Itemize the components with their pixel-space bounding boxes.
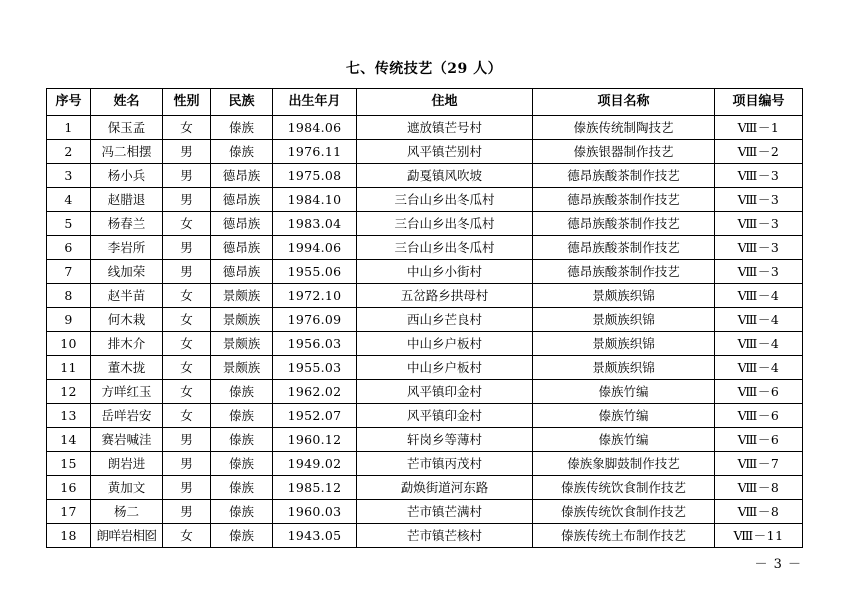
cell-code: Ⅷ－1 xyxy=(715,116,803,140)
cell-project: 德昂族酸茶制作技艺 xyxy=(533,212,715,236)
cell-ethnicity: 傣族 xyxy=(211,380,273,404)
cell-ethnicity: 傣族 xyxy=(211,452,273,476)
cell-project: 景颇族织锦 xyxy=(533,356,715,380)
cell-residence: 三台山乡出冬瓜村 xyxy=(357,236,533,260)
table-row xyxy=(47,308,803,332)
cell-index: 14 xyxy=(47,428,91,452)
cell-sex: 女 xyxy=(163,332,211,356)
cell-project: 傣族传统饮食制作技艺 xyxy=(533,500,715,524)
cell-code: Ⅷ－7 xyxy=(715,452,803,476)
cell-ethnicity: 德昂族 xyxy=(211,188,273,212)
cell-project: 傣族银器制作技艺 xyxy=(533,140,715,164)
column-header-ethnicity: 民族 xyxy=(211,89,273,116)
cell-ethnicity: 傣族 xyxy=(211,500,273,524)
cell-sex: 男 xyxy=(163,452,211,476)
cell-name: 李岩所 xyxy=(91,236,163,260)
cell-birth: 1976.11 xyxy=(273,140,357,164)
column-header-birth: 出生年月 xyxy=(273,89,357,116)
cell-sex: 男 xyxy=(163,428,211,452)
cell-residence: 勐戛镇风吹坡 xyxy=(357,164,533,188)
cell-code: Ⅷ－8 xyxy=(715,500,803,524)
cell-name: 赵半苗 xyxy=(91,284,163,308)
cell-residence: 三台山乡出冬瓜村 xyxy=(357,188,533,212)
cell-sex: 男 xyxy=(163,236,211,260)
cell-birth: 1960.12 xyxy=(273,428,357,452)
cell-name: 岳咩岩安 xyxy=(91,404,163,428)
cell-birth: 1952.07 xyxy=(273,404,357,428)
cell-ethnicity: 傣族 xyxy=(211,404,273,428)
cell-name: 黄加文 xyxy=(91,476,163,500)
cell-code: Ⅷ－2 xyxy=(715,140,803,164)
cell-residence: 勐焕街道河东路 xyxy=(357,476,533,500)
cell-name: 冯二相摆 xyxy=(91,140,163,164)
cell-code: Ⅷ－3 xyxy=(715,212,803,236)
cell-project: 傣族象脚鼓制作技艺 xyxy=(533,452,715,476)
cell-residence: 中山乡户板村 xyxy=(357,356,533,380)
cell-index: 10 xyxy=(47,332,91,356)
cell-project: 傣族竹编 xyxy=(533,380,715,404)
cell-ethnicity: 德昂族 xyxy=(211,236,273,260)
table-row xyxy=(47,260,803,284)
cell-sex: 男 xyxy=(163,188,211,212)
cell-sex: 男 xyxy=(163,260,211,284)
cell-project: 德昂族酸茶制作技艺 xyxy=(533,236,715,260)
cell-sex: 女 xyxy=(163,284,211,308)
table-header-row xyxy=(47,89,803,116)
cell-residence: 风平镇印金村 xyxy=(357,404,533,428)
roster-table xyxy=(46,88,803,548)
cell-index: 1 xyxy=(47,116,91,140)
cell-code: Ⅷ－4 xyxy=(715,308,803,332)
cell-project: 傣族传统制陶技艺 xyxy=(533,116,715,140)
cell-name: 排木介 xyxy=(91,332,163,356)
cell-residence: 遮放镇芒号村 xyxy=(357,116,533,140)
cell-sex: 女 xyxy=(163,212,211,236)
cell-index: 16 xyxy=(47,476,91,500)
cell-birth: 1972.10 xyxy=(273,284,357,308)
cell-birth: 1955.06 xyxy=(273,260,357,284)
cell-index: 18 xyxy=(47,524,91,548)
cell-name: 董木拢 xyxy=(91,356,163,380)
cell-name: 朗咩岩相囵 xyxy=(91,524,163,548)
cell-name: 保玉孟 xyxy=(91,116,163,140)
table-row xyxy=(47,356,803,380)
cell-index: 11 xyxy=(47,356,91,380)
cell-birth: 1985.12 xyxy=(273,476,357,500)
cell-index: 4 xyxy=(47,188,91,212)
cell-ethnicity: 景颇族 xyxy=(211,356,273,380)
cell-project: 傣族竹编 xyxy=(533,404,715,428)
table-row xyxy=(47,284,803,308)
cell-name: 赛岩喊洼 xyxy=(91,428,163,452)
cell-project: 德昂族酸茶制作技艺 xyxy=(533,164,715,188)
cell-residence: 芒市镇丙茂村 xyxy=(357,452,533,476)
cell-project: 景颇族织锦 xyxy=(533,308,715,332)
column-header-code: 项目编号 xyxy=(715,89,803,116)
cell-code: Ⅷ－4 xyxy=(715,356,803,380)
cell-name: 朗岩进 xyxy=(91,452,163,476)
cell-index: 6 xyxy=(47,236,91,260)
cell-index: 12 xyxy=(47,380,91,404)
cell-residence: 芒市镇芒满村 xyxy=(357,500,533,524)
cell-sex: 女 xyxy=(163,116,211,140)
cell-project: 景颇族织锦 xyxy=(533,332,715,356)
cell-code: Ⅷ－3 xyxy=(715,164,803,188)
table-row xyxy=(47,524,803,548)
cell-ethnicity: 傣族 xyxy=(211,140,273,164)
table-row xyxy=(47,164,803,188)
table-row xyxy=(47,380,803,404)
cell-code: Ⅷ－3 xyxy=(715,188,803,212)
page-title: 七、传统技艺（29 人） xyxy=(345,61,503,77)
cell-sex: 男 xyxy=(163,140,211,164)
cell-residence: 芒市镇芒核村 xyxy=(357,524,533,548)
cell-residence: 西山乡芒良村 xyxy=(357,308,533,332)
cell-ethnicity: 景颇族 xyxy=(211,284,273,308)
cell-ethnicity: 傣族 xyxy=(211,116,273,140)
cell-project: 德昂族酸茶制作技艺 xyxy=(533,260,715,284)
cell-birth: 1956.03 xyxy=(273,332,357,356)
table-body xyxy=(47,116,803,548)
cell-name: 何木栽 xyxy=(91,308,163,332)
column-header-residence: 住地 xyxy=(357,89,533,116)
cell-name: 赵腊退 xyxy=(91,188,163,212)
cell-ethnicity: 景颇族 xyxy=(211,332,273,356)
cell-sex: 男 xyxy=(163,476,211,500)
table-row xyxy=(47,452,803,476)
column-header-sex: 性别 xyxy=(163,89,211,116)
table-row xyxy=(47,500,803,524)
cell-residence: 中山乡户板村 xyxy=(357,332,533,356)
cell-birth: 1949.02 xyxy=(273,452,357,476)
cell-birth: 1976.09 xyxy=(273,308,357,332)
cell-code: Ⅷ－3 xyxy=(715,260,803,284)
cell-code: Ⅷ－4 xyxy=(715,332,803,356)
table-row xyxy=(47,116,803,140)
cell-code: Ⅷ－6 xyxy=(715,380,803,404)
cell-code: Ⅷ－4 xyxy=(715,284,803,308)
table-row xyxy=(47,212,803,236)
cell-residence: 中山乡小街村 xyxy=(357,260,533,284)
cell-residence: 三台山乡出冬瓜村 xyxy=(357,212,533,236)
column-header-project: 项目名称 xyxy=(533,89,715,116)
cell-birth: 1994.06 xyxy=(273,236,357,260)
cell-birth: 1960.03 xyxy=(273,500,357,524)
cell-project: 德昂族酸茶制作技艺 xyxy=(533,188,715,212)
cell-index: 8 xyxy=(47,284,91,308)
column-header-name: 姓名 xyxy=(91,89,163,116)
cell-ethnicity: 德昂族 xyxy=(211,164,273,188)
cell-index: 3 xyxy=(47,164,91,188)
cell-project: 傣族竹编 xyxy=(533,428,715,452)
table-row xyxy=(47,140,803,164)
cell-ethnicity: 德昂族 xyxy=(211,260,273,284)
cell-birth: 1984.10 xyxy=(273,188,357,212)
cell-sex: 女 xyxy=(163,404,211,428)
table-row xyxy=(47,236,803,260)
cell-name: 杨小兵 xyxy=(91,164,163,188)
cell-name: 方咩红玉 xyxy=(91,380,163,404)
cell-birth: 1975.08 xyxy=(273,164,357,188)
cell-residence: 五岔路乡拱母村 xyxy=(357,284,533,308)
table-row xyxy=(47,404,803,428)
cell-residence: 轩岗乡等薄村 xyxy=(357,428,533,452)
cell-sex: 男 xyxy=(163,500,211,524)
cell-project: 傣族传统土布制作技艺 xyxy=(533,524,715,548)
cell-ethnicity: 傣族 xyxy=(211,524,273,548)
cell-index: 15 xyxy=(47,452,91,476)
cell-name: 杨春兰 xyxy=(91,212,163,236)
table-row xyxy=(47,476,803,500)
cell-ethnicity: 德昂族 xyxy=(211,212,273,236)
cell-sex: 男 xyxy=(163,164,211,188)
cell-birth: 1984.06 xyxy=(273,116,357,140)
table-row xyxy=(47,188,803,212)
cell-ethnicity: 傣族 xyxy=(211,476,273,500)
table-container xyxy=(0,88,848,548)
cell-index: 7 xyxy=(47,260,91,284)
cell-sex: 女 xyxy=(163,380,211,404)
cell-index: 9 xyxy=(47,308,91,332)
cell-project: 傣族传统饮食制作技艺 xyxy=(533,476,715,500)
cell-ethnicity: 傣族 xyxy=(211,428,273,452)
cell-name: 线加荣 xyxy=(91,260,163,284)
table-row xyxy=(47,332,803,356)
cell-code: Ⅷ－3 xyxy=(715,236,803,260)
cell-birth: 1962.02 xyxy=(273,380,357,404)
cell-index: 2 xyxy=(47,140,91,164)
table-row xyxy=(47,428,803,452)
cell-birth: 1943.05 xyxy=(273,524,357,548)
cell-code: Ⅷ－8 xyxy=(715,476,803,500)
cell-residence: 风平镇印金村 xyxy=(357,380,533,404)
cell-index: 13 xyxy=(47,404,91,428)
cell-sex: 女 xyxy=(163,524,211,548)
cell-code: Ⅷ－11 xyxy=(715,524,803,548)
page-number: － 3 － xyxy=(754,557,802,572)
cell-residence: 风平镇芒别村 xyxy=(357,140,533,164)
cell-ethnicity: 景颇族 xyxy=(211,308,273,332)
cell-index: 5 xyxy=(47,212,91,236)
cell-code: Ⅷ－6 xyxy=(715,404,803,428)
cell-index: 17 xyxy=(47,500,91,524)
cell-project: 景颇族织锦 xyxy=(533,284,715,308)
cell-name: 杨二 xyxy=(91,500,163,524)
column-header-index: 序号 xyxy=(47,89,91,116)
cell-sex: 女 xyxy=(163,356,211,380)
cell-code: Ⅷ－6 xyxy=(715,428,803,452)
cell-sex: 女 xyxy=(163,308,211,332)
cell-birth: 1955.03 xyxy=(273,356,357,380)
cell-birth: 1983.04 xyxy=(273,212,357,236)
